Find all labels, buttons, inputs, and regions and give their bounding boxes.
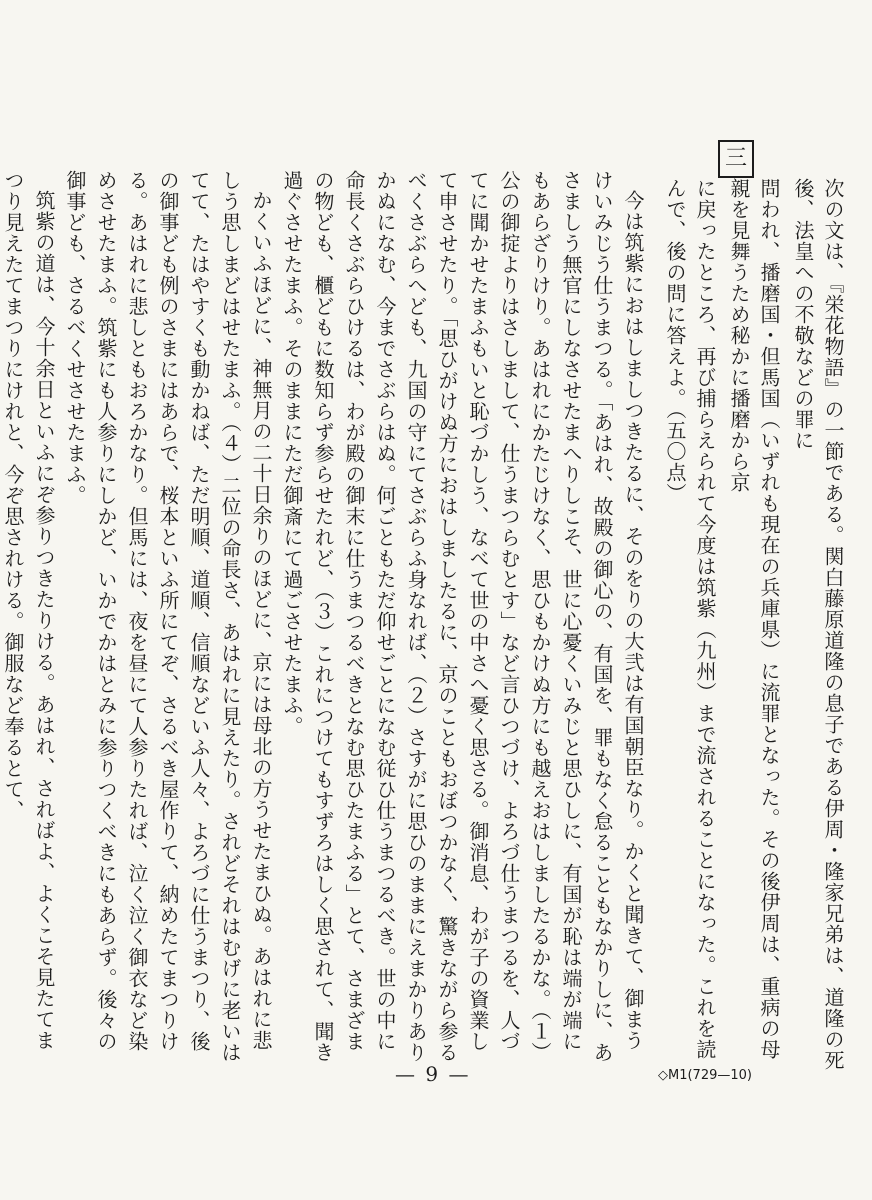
intro-line: 問われ、播磨国・但馬国（いずれも現在の兵庫県）に流罪となった。その後伊周は、重病の母親を見舞うため秘かに播磨から京 [727,178,781,1060]
question-intro [660,178,848,1078]
passage-paragraph: かくいふほどに、神無月の二十日余りのほどに、京には母北の方うせたまひぬ。あはれに悲しう思しまどはせたまふ。（４）二位の命長さ、あはれに見えたり。されどそれはむげに老いはてて、たはやすくも動かねば、ただ明順、道順、信順などいふ人々、よろづに仕うまつり、後の御事ども例のさまにはあらで、桜本といふ所にてぞ、さるべき屋作りて、納めたてまつりける。あはれに悲しともおろかなり。但馬には、夜を昼にて人参りたれば、泣く泣く御衣など染めさせたまふ。筑紫にも人参りにしかど、いかでかはとみに参りつくべきにもあらず。後々の御事ども、さるべくせさせたまふ。 [63,170,273,1063]
page-number: — 9 — [395,1062,471,1086]
passage [1,170,648,1070]
passage-paragraph: 筑紫の道は、今十余日といふにぞ参りつきたりける。あはれ、さればよ、よくこそ見たてまつり見えたてまつりにけれと、今ぞ思されける。御服など奉るとて、 [1,170,56,1051]
intro-line: に戻ったところ、再び捕らえられて今度は筑紫（九州）まで流されることになった。これを読んで、後の問に答えよ。（五〇点） [663,178,717,1060]
passage-paragraph: 今は筑紫におはしましつきたるに、そのをりの大弐は有国朝臣なり。かくと聞きて、御まうけいみじう仕うまつる。「あはれ、故殿の御心の、有国を、罪もなく怠ることもなかりしに、あさましう無官にしなさせたまへりしこそ、世に心憂くいみじと思ひしに、有国が恥は端が端にもあらざりけり。あはれにかたじけなく、思ひもかけぬ方にも越えおはしましたるかな。（１）公の御掟よりはさしまして、仕うまつらむとす」など言ひつづけ、よろづ仕うまつるを、人づてに聞かせたまふもいと恥づかしう、なべて世の中さへ憂く思さる。御消息、わが子の資業して申させたり。「思ひがけぬ方におはしましたるに、京のこともおぼつかなく、驚きながら参るべくさぶらへども、九国の守にてさぶらふ身なれば、（２）さすがに思ひのままにえまかりありかぬになむ、今までさぶらはぬ。何ごともただ仰せごとになむ従ひ仕うまつるべき。世の中に命長くさぶらひけるは、わが殿の御末に仕うまつるべきとなむ思ひたまふる」とて、さまざまの物ども、櫃どもに数知らず参らせたれど、（３）これにつけてもすずろはしく思されて、聞き過ぐさせたまふ。そのままにただ御斎にて過ごさせたまふ。 [280,170,645,1063]
intro-line: 次の文は、『栄花物語』の一節である。関白藤原道隆の息子である伊周・隆家兄弟は、道隆の死後、法皇への不敬などの罪に [791,178,845,1071]
question-number: 三 [718,140,754,178]
exam-code: ◇M1(729—10) [658,1068,752,1083]
